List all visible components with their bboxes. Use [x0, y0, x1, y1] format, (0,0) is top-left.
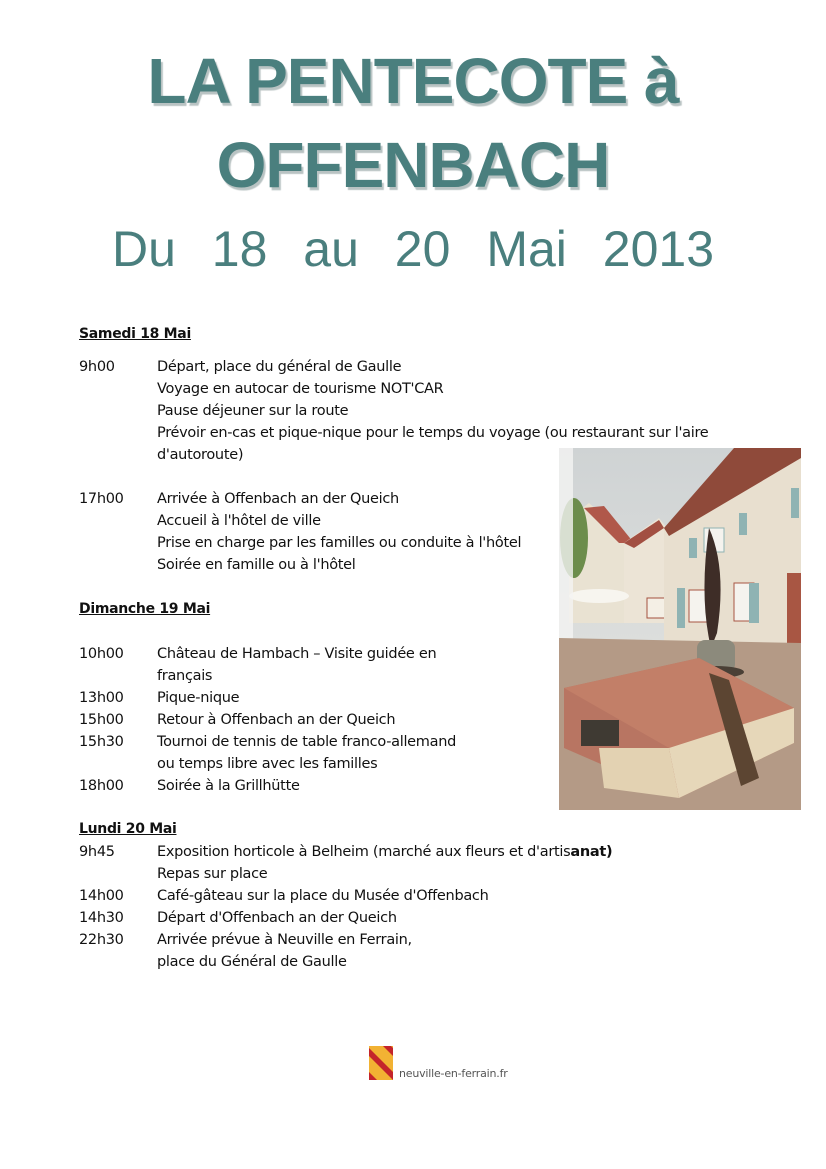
time: 9h45: [79, 844, 115, 860]
activity: Repas sur place: [157, 866, 268, 882]
activity: ou temps libre avec les familles: [157, 756, 378, 772]
activity: Voyage en autocar de tourisme NOT'CAR: [157, 381, 444, 397]
time: 10h00: [79, 646, 124, 662]
activity: Départ d'Offenbach an der Queich: [157, 910, 397, 926]
activity: français: [157, 668, 213, 684]
activity: Prise en charge par les familles ou conduite à l'hôtel: [157, 535, 522, 551]
time: 14h00: [79, 888, 124, 904]
activity: Arrivée prévue à Neuville en Ferrain,: [157, 932, 412, 948]
activity: place du Général de Gaulle: [157, 954, 347, 970]
activity: Accueil à l'hôtel de ville: [157, 513, 321, 529]
activity: Soirée à la Grillhütte: [157, 778, 300, 794]
time: 13h00: [79, 690, 124, 706]
title-dates: Du 18 au 20 Mai 2013: [111, 221, 715, 277]
activity: Soirée en famille ou à l'hôtel: [157, 557, 356, 573]
fountain-photo-illustration: [559, 448, 801, 810]
time: 17h00: [79, 491, 124, 507]
time: 15h00: [79, 712, 124, 728]
activity: Tournoi de tennis de table franco-allemand: [157, 734, 456, 750]
activity: Prévoir en-cas et pique-nique pour le temps du voyage (ou restaurant sur l'aire: [157, 425, 709, 441]
footer-website[interactable]: neuville-en-ferrain.fr: [399, 1067, 508, 1080]
activity: Arrivée à Offenbach an der Queich: [157, 491, 399, 507]
time: 15h30: [79, 734, 124, 750]
activity: Château de Hambach – Visite guidée en: [157, 646, 437, 662]
neuville-flag-logo: [369, 1046, 393, 1080]
time: 18h00: [79, 778, 124, 794]
title-line-2: OFFENBACH: [216, 129, 610, 201]
activity: d'autoroute): [157, 447, 244, 463]
time: 22h30: [79, 932, 124, 948]
activity: Pique-nique: [157, 690, 240, 706]
activity: [157, 841, 612, 863]
fountain-photo: [559, 448, 801, 810]
activity: Café-gâteau sur la place du Musée d'Offenbach: [157, 888, 489, 904]
time: 9h00: [79, 359, 115, 375]
activity: Pause déjeuner sur la route: [157, 403, 349, 419]
activity-text: Exposition horticole à Belheim (marché aux fleurs et d'artis: [157, 844, 571, 860]
day-heading-samedi: Samedi 18 Mai: [79, 326, 191, 342]
footer: [369, 1046, 508, 1080]
activity-bold-suffix: anat): [570, 844, 613, 860]
activity: Retour à Offenbach an der Queich: [157, 712, 396, 728]
day-heading-lundi: Lundi 20 Mai: [79, 821, 177, 837]
day-heading-dimanche: Dimanche 19 Mai: [79, 601, 211, 617]
activity: Départ, place du général de Gaulle: [157, 359, 402, 375]
time: 14h30: [79, 910, 124, 926]
title-line-1: LA PENTECOTE à: [147, 45, 679, 117]
